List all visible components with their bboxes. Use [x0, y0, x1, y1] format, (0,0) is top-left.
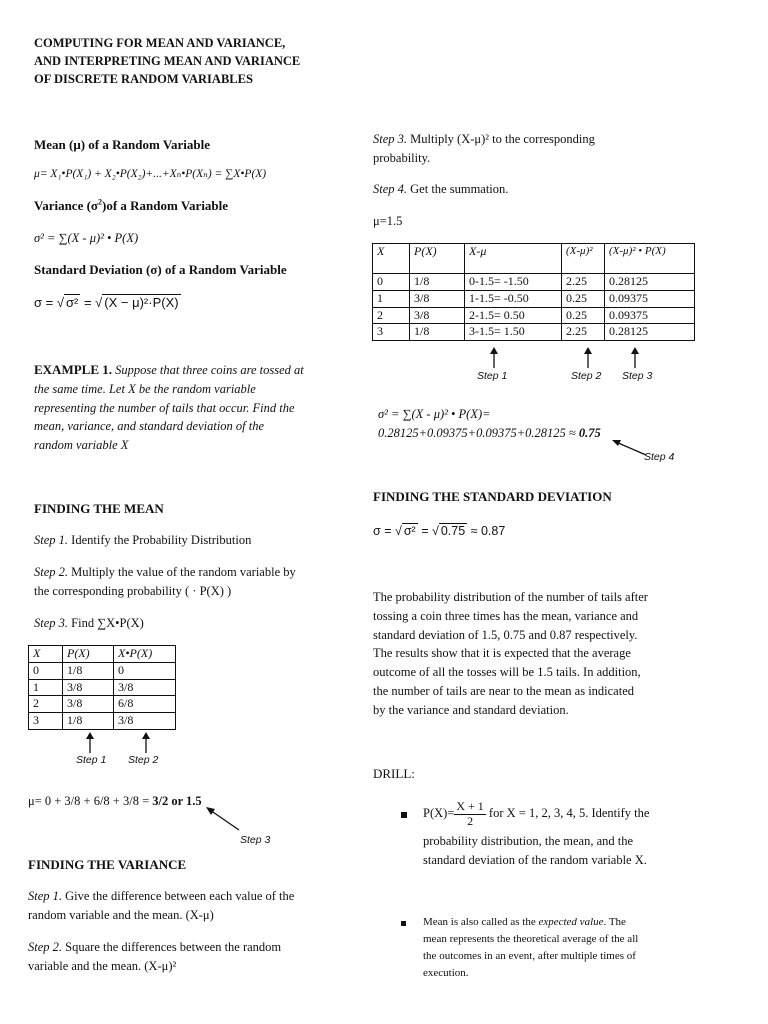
table-row — [29, 679, 176, 696]
variance-heading-sup: 2 — [98, 197, 102, 207]
step-note: Step 2 — [128, 754, 159, 766]
example-line-1: Suppose that three coins are tossed at — [112, 363, 304, 377]
variance-heading — [34, 197, 228, 216]
mean-result-text: μ= 0 + 3/8 + 6/8 + 3/8 = — [28, 794, 153, 808]
mean-step-3-label: Step 3. — [34, 616, 69, 630]
document-title — [34, 34, 344, 88]
table-cell: 0.28125 — [605, 324, 695, 341]
conclusion-line-4: The results show that it is expected that the average — [373, 646, 631, 661]
table-row — [29, 713, 176, 730]
sd-formula — [34, 294, 181, 313]
sd-result-formula — [373, 522, 505, 540]
table-header-cell: P(X) — [63, 646, 114, 663]
variance-step-3-text-2: probability. — [373, 150, 431, 165]
variance-sum-text: 0.28125+0.09375+0.09375+0.28125 ≈ — [378, 426, 579, 440]
table-cell: 0.09375 — [605, 307, 695, 324]
step-note: Step 1 — [477, 370, 508, 382]
step-note: Step 1 — [76, 754, 107, 766]
mean-result-value: 3/2 or 1.5 — [152, 794, 202, 808]
arrow-up-icon — [83, 732, 97, 754]
arrow-diagonal-icon — [205, 806, 241, 832]
variance-sum-value: 0.75 — [578, 426, 601, 440]
drill-item-2-line-3: the outcomes in an event, after multiple times of — [423, 950, 636, 963]
variance-step-3-text-1: Multiply (X-μ)² to the corresponding — [407, 132, 595, 146]
table-cell: 3 — [29, 713, 63, 730]
conclusion-line-2: tossing a coin three times has the mean, variance and — [373, 608, 639, 623]
example-line-5: random variable X — [34, 438, 129, 452]
variance-formula: σ² = ∑(X - μ)² • P(X) — [34, 231, 139, 245]
finding-sd-heading: FINDING THE STANDARD DEVIATION — [373, 489, 612, 504]
sd-formula-sigma: σ² — [65, 295, 79, 310]
drill-item-2-pre: Mean is also called as the — [423, 916, 539, 928]
table-cell: 3/8 — [114, 713, 176, 730]
mean-step-3-text: Find ∑X•P(X) — [68, 616, 144, 630]
arrow-up-icon — [581, 347, 595, 369]
table-cell: 0.25 — [562, 307, 605, 324]
mean-table — [28, 645, 176, 730]
example-line-2: the same time. Let X be the random variable — [34, 381, 256, 396]
step-note: Step 4 — [644, 451, 675, 463]
mean-step-2-text-2: the corresponding probability ( · P(X) ) — [34, 583, 232, 598]
variance-step-2 — [28, 938, 281, 976]
conclusion-line-6: the number of tails are near to the mean as indicated — [373, 683, 635, 698]
table-cell: 6/8 — [114, 696, 176, 713]
variance-step-1-text-1: Give the difference between each value of the — [62, 889, 295, 903]
arrow-up-icon — [487, 347, 501, 369]
drill-item-2-post: . The — [603, 916, 626, 928]
bullet-icon — [401, 812, 407, 818]
mean-step-2-label: Step 2. — [34, 565, 69, 579]
drill-fraction-num: X + 1 — [456, 799, 484, 814]
mu-value: μ=1.5 — [373, 214, 403, 228]
table-cell: 3/8 — [410, 290, 465, 307]
table-row — [373, 324, 695, 341]
sd-result-value: 0.75 — [440, 524, 466, 538]
table-cell: 1/8 — [410, 324, 465, 341]
table-cell: 2 — [373, 307, 410, 324]
sd-formula-rhs: (X − μ)²·P(X) — [104, 295, 179, 310]
example-line-3: representing the number of tails that occur. Find the — [34, 400, 295, 415]
mean-heading: Mean (μ) of a Random Variable — [34, 137, 211, 152]
title-line-2: AND INTERPRETING MEAN AND VARIANCE — [34, 54, 301, 69]
bullet-icon — [401, 921, 406, 926]
drill-item-1-line-2: probability distribution, the mean, and the — [423, 834, 634, 848]
drill-item-1-pre: P(X)= — [423, 806, 455, 820]
table-cell: 0.25 — [562, 290, 605, 307]
drill-item-1 — [423, 796, 723, 870]
mean-step-1 — [34, 531, 251, 549]
drill-item-2-em: expected value — [538, 916, 604, 928]
table-header-cell: X — [29, 646, 63, 663]
example-label: EXAMPLE 1. — [34, 362, 112, 377]
table-header-row — [373, 244, 695, 274]
table-cell: 1/8 — [63, 713, 114, 730]
table-header-row — [29, 646, 176, 663]
table-cell: 2.25 — [562, 274, 605, 291]
drill-fraction-den: 2 — [467, 813, 474, 828]
mean-step-2 — [34, 563, 296, 601]
variance-sum-line-1: σ² = ∑(X - μ)² • P(X)= — [378, 407, 491, 421]
finding-mean-heading: FINDING THE MEAN — [34, 501, 164, 516]
table-cell: 1 — [29, 679, 63, 696]
sd-result-lhs: σ = √ — [373, 524, 402, 538]
variance-step-1 — [28, 887, 294, 925]
arrow-up-icon — [139, 732, 153, 754]
variance-step-4-label: Step 4. — [373, 182, 408, 196]
variance-heading-pre: Variance (σ — [34, 198, 98, 213]
sd-result-eq: = √ — [417, 524, 439, 538]
table-cell: 2 — [29, 696, 63, 713]
mean-result — [28, 792, 202, 810]
table-cell: 1 — [373, 290, 410, 307]
table-cell: 3/8 — [63, 679, 114, 696]
sd-formula-eq: = √ — [80, 295, 103, 310]
table-cell: 0 — [373, 274, 410, 291]
conclusion-line-7: by the variance and standard deviation. — [373, 702, 569, 717]
variance-step-3-label: Step 3. — [373, 132, 408, 146]
mean-step-1-label: Step 1. — [34, 533, 69, 547]
table-cell: 1-1.5= -0.50 — [465, 290, 562, 307]
step-note: Step 2 — [571, 370, 602, 382]
example-line-4: mean, variance, and standard deviation of the — [34, 419, 265, 434]
variance-step-1-label: Step 1. — [28, 889, 63, 903]
table-cell: 2.25 — [562, 324, 605, 341]
conclusion-line-3: standard deviation of 1.5, 0.75 and 0.87 respectively. — [373, 627, 638, 642]
table-cell: 0 — [29, 662, 63, 679]
sd-formula-lhs: σ = √ — [34, 295, 64, 310]
arrow-up-icon — [628, 347, 642, 369]
example-block — [34, 360, 344, 455]
variance-step-4-text: Get the summation. — [407, 182, 509, 196]
table-row — [29, 696, 176, 713]
table-cell: 3-1.5= 1.50 — [465, 324, 562, 341]
table-cell: 2-1.5= 0.50 — [465, 307, 562, 324]
drill-fraction — [454, 800, 485, 827]
table-header-cell: P(X) — [410, 244, 465, 274]
table-header-cell: X•P(X) — [114, 646, 176, 663]
mean-formula: μ= X₁•P(X₁) + X₂•P(X₂)+...+Xₙ•P(Xₙ) = ∑X•P(X) — [34, 168, 267, 180]
table-row — [29, 662, 176, 679]
table-cell: 1/8 — [410, 274, 465, 291]
drill-heading: DRILL: — [373, 766, 415, 781]
drill-item-2-line-2: mean represents the theoretical average of the all — [423, 933, 639, 946]
title-line-1: COMPUTING FOR MEAN AND VARIANCE, — [34, 36, 286, 50]
variance-step-2-text-2: variable and the mean. (X-μ)² — [28, 958, 177, 973]
drill-item-2 — [423, 914, 723, 982]
conclusion-line-5: outcome of all the tosses will be 1.5 tails. In addition, — [373, 665, 641, 679]
conclusion-paragraph — [373, 588, 703, 719]
sd-result-sigma: σ² — [403, 524, 416, 538]
variance-step-4 — [373, 180, 508, 198]
variance-step-1-text-2: random variable and the mean. (X-μ) — [28, 907, 214, 922]
table-cell: 3 — [373, 324, 410, 341]
step-note: Step 3 — [240, 834, 271, 846]
conclusion-line-1: The probability distribution of the number of tails after — [373, 590, 648, 604]
table-row — [373, 290, 695, 307]
table-cell: 3/8 — [410, 307, 465, 324]
variance-step-3 — [373, 130, 595, 168]
table-row — [373, 274, 695, 291]
finding-variance-heading: FINDING THE VARIANCE — [28, 857, 187, 872]
table-cell: 0-1.5= -1.50 — [465, 274, 562, 291]
table-cell: 0 — [114, 662, 176, 679]
table-row — [373, 307, 695, 324]
title-line-3: OF DISCRETE RANDOM VARIABLES — [34, 72, 253, 87]
variance-step-2-text-1: Square the differences between the random — [62, 940, 282, 954]
table-header-cell: (X-μ)² • P(X) — [605, 244, 695, 274]
drill-item-1-post: for X = 1, 2, 3, 4, 5. Identify the — [485, 806, 650, 820]
mean-step-2-text-1: Multiply the value of the random variable by — [68, 565, 296, 579]
step-note: Step 3 — [622, 370, 653, 382]
drill-item-2-line-4: execution. — [423, 967, 469, 980]
table-cell: 0.28125 — [605, 274, 695, 291]
variance-table — [372, 243, 695, 341]
table-cell: 1/8 — [63, 662, 114, 679]
variance-step-2-label: Step 2. — [28, 940, 63, 954]
table-cell: 3/8 — [114, 679, 176, 696]
table-header-cell: X — [373, 244, 410, 274]
table-cell: 3/8 — [63, 696, 114, 713]
mean-step-3 — [34, 614, 144, 632]
sd-heading: Standard Deviation (σ) of a Random Variable — [34, 262, 287, 277]
arrow-diagonal-icon — [611, 438, 647, 458]
drill-item-1-line-3: standard deviation of the random variable X. — [423, 852, 647, 867]
sd-result-approx: ≈ 0.87 — [467, 524, 506, 538]
variance-sum-line-2 — [378, 424, 601, 442]
table-cell: 0.09375 — [605, 290, 695, 307]
table-header-cell: (X-μ)² — [562, 244, 605, 274]
variance-heading-post: )of a Random Variable — [102, 198, 229, 213]
mean-step-1-text: Identify the Probability Distribution — [68, 533, 252, 547]
table-header-cell: X-μ — [465, 244, 562, 274]
